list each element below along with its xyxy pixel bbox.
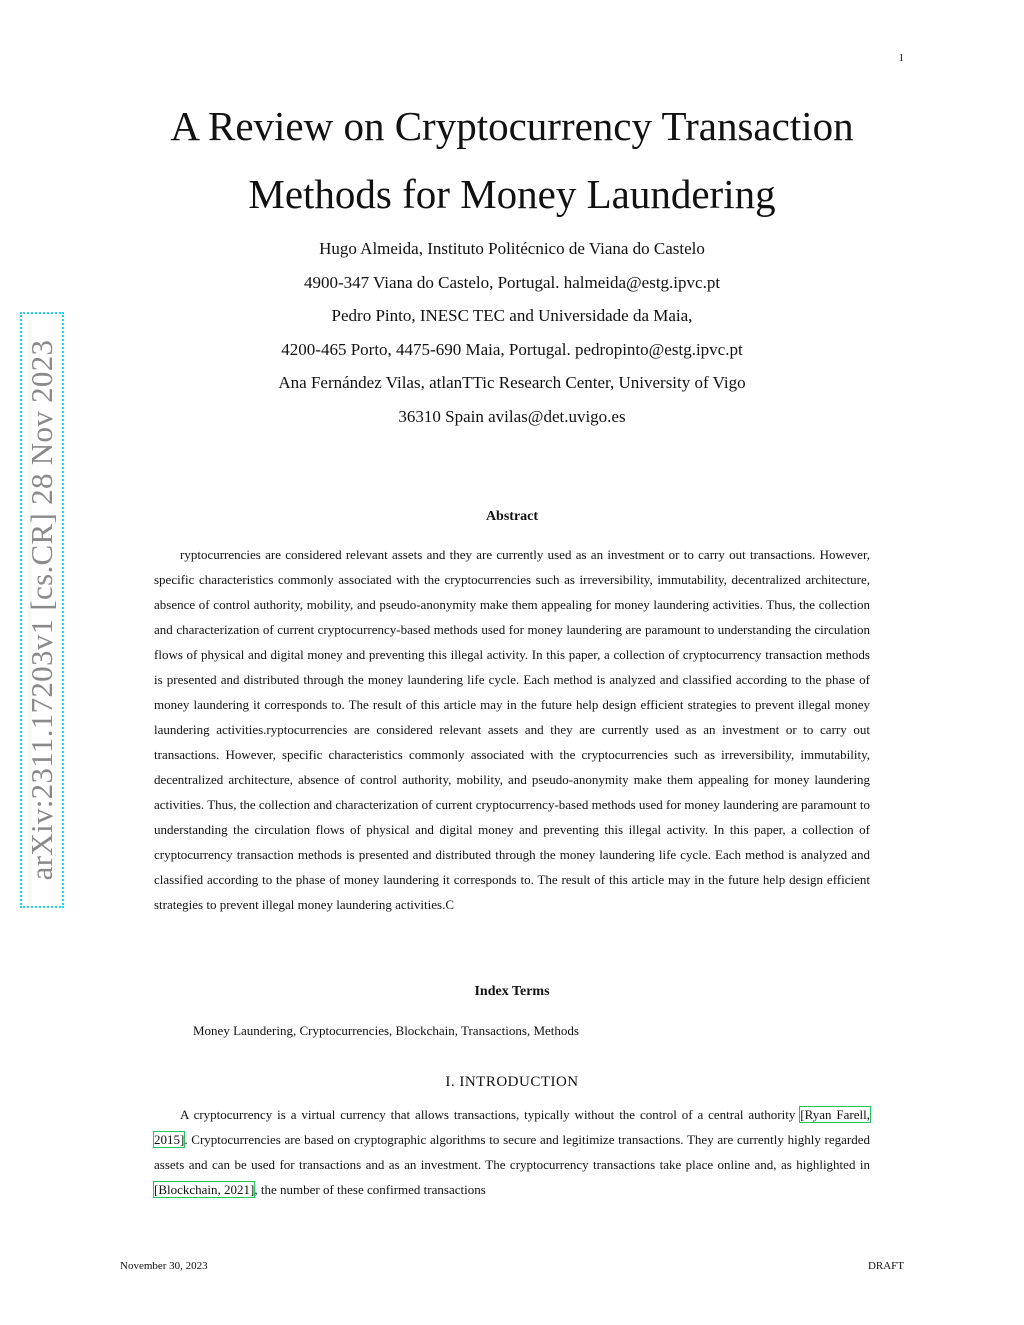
index-terms-text: Money Laundering, Cryptocurrencies, Blockchain, Transactions, Methods bbox=[193, 1023, 579, 1038]
title-line-1: A Review on Cryptocurrency Transaction bbox=[170, 103, 854, 149]
author-line-4: 4200-465 Porto, 4475-690 Maia, Portugal. pedropinto@estg.ipvc.pt bbox=[281, 339, 743, 359]
abstract-heading: Abstract bbox=[485, 509, 539, 524]
author-line-6: 36310 Spain avilas@det.uvigo.es bbox=[398, 406, 626, 426]
intro-text-part-1: A cryptocurrency is a virtual currency that allows transactions, typically without the control of a central authority bbox=[180, 1107, 801, 1122]
arxiv-identifier: arXiv:2311.17203v1 [cs.CR] 28 Nov 2023 bbox=[24, 339, 59, 881]
paper-title bbox=[100, 92, 924, 228]
author-line-2: 4900-347 Viana do Castelo, Portugal. halmeida@estg.ipvc.pt bbox=[303, 272, 721, 292]
abstract-text: ryptocurrencies are considered relevant assets and they are currently used as an investment or to carry out transactions. However, specific characteristics commonly associated with the cryptocurrencies such as irreversibility, immutability, decentralized architecture, absence of control authority, mobility, and pseudo-anonymity make them appealing for money laundering activities. Thus, the collection and characterization of current cryptocurrency-based methods used for money laundering are paramount to understanding the circulation flows of physical and digital money and preventing this illegal activity. In this paper, a collection of cryptocurrency transaction methods is presented and distributed through the money laundering life cycle. Each method is analyzed and classified according to the phase of money laundering it corresponds to. The result of this article may in the future help design efficient strategies to prevent illegal money laundering activities.ryptocurrencies are considered relevant assets and they are currently used as an investment or to carry out transactions. However, specific characteristics commonly associated with the cryptocurrencies such as irreversibility, immutability, decentralized architecture, absence of control authority, mobility, and pseudo-anonymity make them appealing for money laundering activities. Thus, the collection and characterization of current cryptocurrency-based methods used for money laundering are paramount to understanding the circulation flows of physical and digital money and preventing this illegal activity. In this paper, a collection of cryptocurrency transaction methods is presented and distributed through the money laundering life cycle. Each method is analyzed and classified according to the phase of money laundering it corresponds to. The result of this article may in the future help design efficient strategies to prevent illegal money laundering activities.C bbox=[154, 547, 870, 912]
intro-text-part-3: , the number of these confirmed transactions bbox=[254, 1182, 486, 1197]
author-line-5: Ana Fernández Vilas, atlanTTic Research Center, University of Vigo bbox=[278, 373, 746, 393]
page-number: 1 bbox=[898, 52, 904, 64]
arxiv-stamp[interactable] bbox=[20, 312, 64, 908]
author-line-3: Pedro Pinto, INESC TEC and Universidade da Maia, bbox=[331, 306, 693, 326]
intro-text-part-2: . Cryptocurrencies are based on cryptographic algorithms to secure and legitimize transactions. They are currently highly regarded assets and can be used for transactions and as an investment. The cryptocurrency transactions take place online and, as highlighted in bbox=[154, 1132, 870, 1172]
index-terms-heading: Index Terms bbox=[474, 984, 550, 999]
introduction-heading: I. INTRODUCTION bbox=[445, 1074, 579, 1090]
introduction-paragraph bbox=[154, 1102, 870, 1202]
citation-link-blockchain[interactable]: [Blockchain, 2021] bbox=[154, 1182, 255, 1197]
author-block bbox=[100, 232, 924, 434]
citation-link-ryan-farell[interactable]: [Ryan Farell, 2015] bbox=[154, 1107, 870, 1147]
footer-draft-label: DRAFT bbox=[867, 1260, 904, 1272]
footer-date: November 30, 2023 bbox=[120, 1260, 208, 1272]
author-line-1: Hugo Almeida, Instituto Politécnico de Viana do Castelo bbox=[319, 239, 705, 258]
title-line-2: Methods for Money Laundering bbox=[248, 171, 776, 217]
